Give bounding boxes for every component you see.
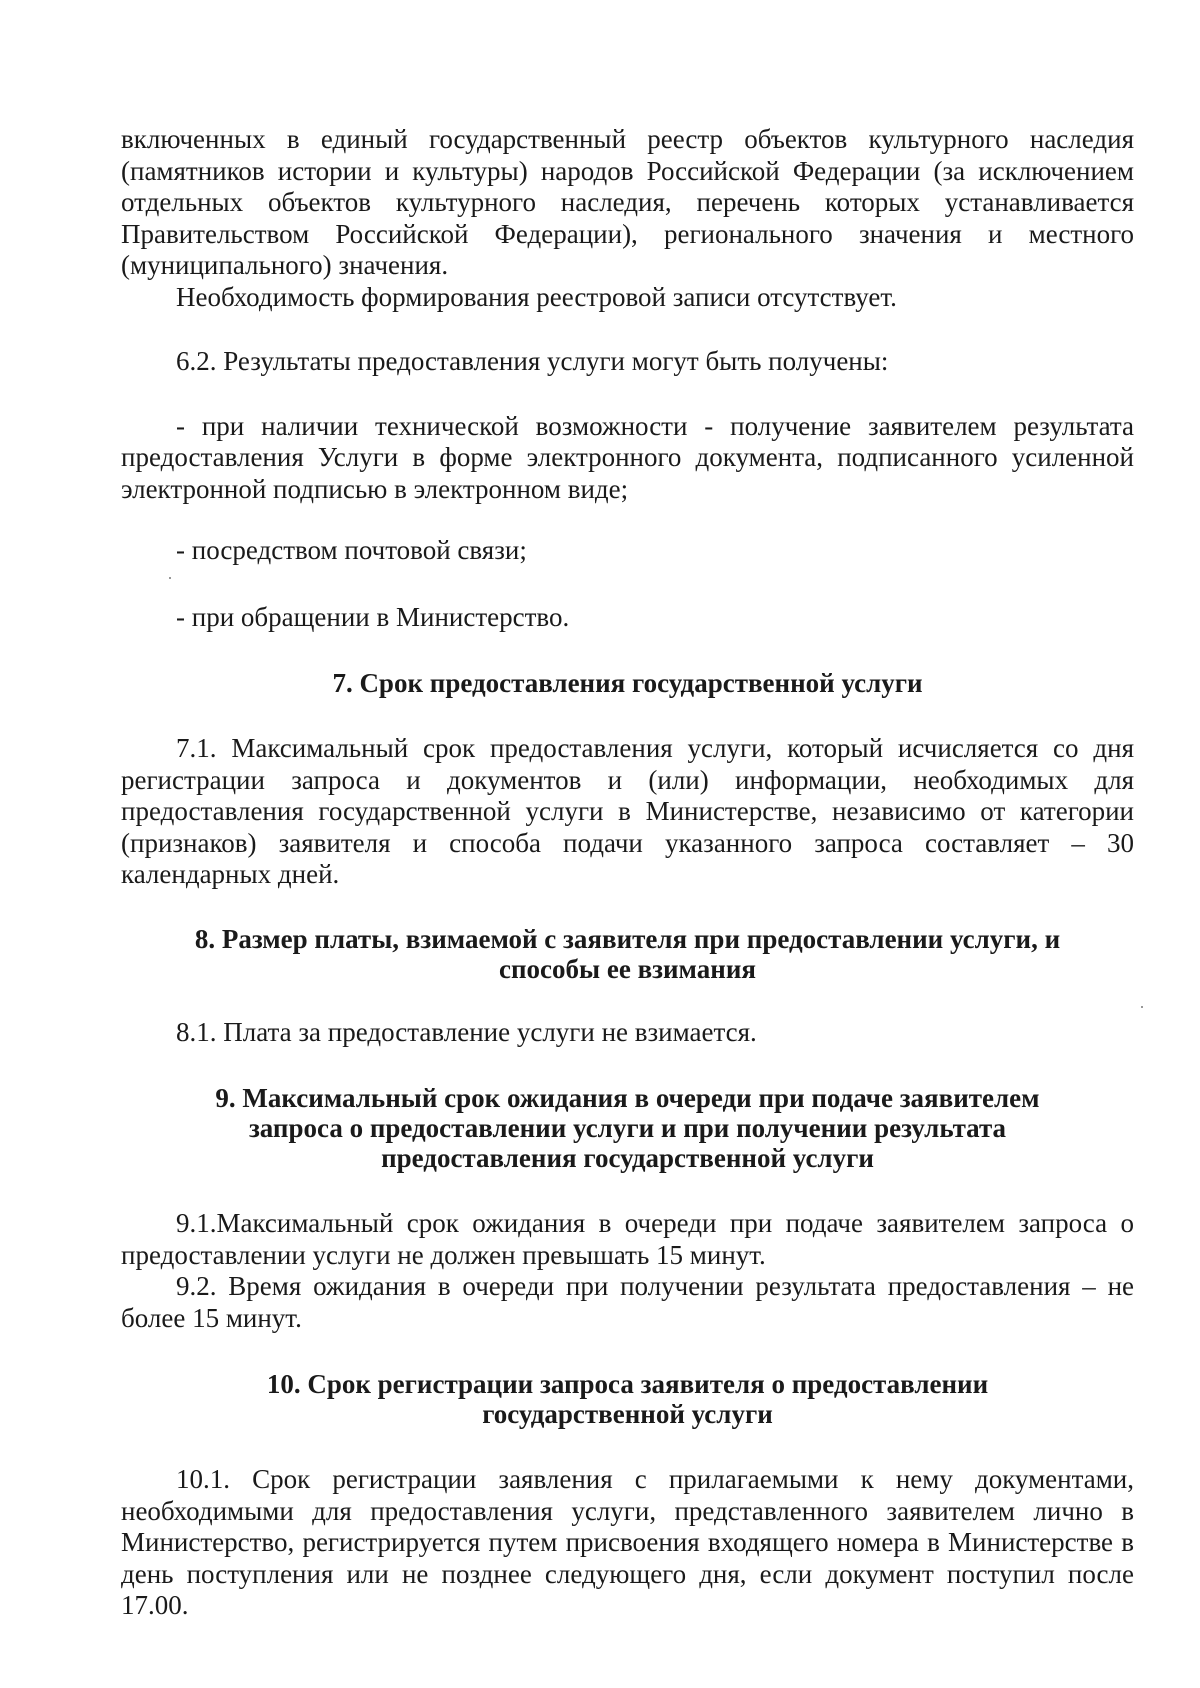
document-page — [121, 124, 1134, 1622]
section-9-heading-line: предоставления государственной услуги — [381, 1143, 874, 1173]
clause-9-1: 9.1.Максимальный срок ожидания в очереди при подаче заявителем запроса о предоставлении услуги не должен превышать 15 минут. — [121, 1208, 1134, 1270]
section-10-heading-line: 10. Срок регистрации запроса заявителя о предоставлении — [266, 1369, 989, 1399]
scan-speck — [1141, 1006, 1143, 1008]
section-9-heading-line: запроса о предоставлении услуги и при получении результата — [248, 1113, 1007, 1143]
section-7-heading: 7. Срок предоставления государственной услуги — [332, 668, 923, 698]
section-8-heading — [121, 924, 1134, 984]
clause-7-1: 7.1. Максимальный срок предоставления услуги, который исчисляется со дня регистрации запроса и документов и (или) информации, необходимых для предоставления государственной услуги в Министерстве, независимо от категории (признаков) заявителя и способа подачи указанного запроса составляет – 30 календарных дней. — [121, 733, 1134, 889]
result-option-electronic: - при наличии технической возможности - получение заявителем результата предоставления Услуги в форме электронного документа, подписанного усиленной электронной подписью в электронном виде; — [121, 410, 1134, 504]
intro-paragraph: включенных в единый государственный реестр объектов культурного наследия (памятников истории и культуры) народов Российской Федерации (за исключением отдельных объектов культурного наследия, перечень которых устанавливается Правительством Российской Федерации), регионального значения и местного (муниципального) значения. — [121, 124, 1134, 280]
section-10-heading — [121, 1369, 1134, 1429]
intro-note: Необходимость формирования реестровой записи отсутствует. — [176, 281, 897, 312]
section-8-heading-line: способы ее взимания — [499, 953, 756, 984]
scan-speck — [169, 577, 171, 579]
section-10-heading-line: государственной услуги — [482, 1399, 773, 1429]
clause-9-2: 9.2. Время ожидания в очереди при получении результата предоставления – не более 15 минут. — [121, 1271, 1134, 1333]
result-option-post: - посредством почтовой связи; — [176, 535, 527, 565]
section-9-heading — [121, 1083, 1134, 1173]
result-option-ministry: - при обращении в Министерство. — [176, 601, 570, 632]
section-9-heading-line: 9. Максимальный срок ожидания в очереди при подаче заявителем — [215, 1083, 1040, 1113]
clause-10-1: 10.1. Срок регистрации заявления с прилагаемыми к нему документами, необходимыми для предоставления услуги, представленного заявителем лично в Министерство, регистрируется путем присвоения входящего номера в Министерстве в день поступления или не позднее следующего дня, если документ поступил после 17.00. — [121, 1464, 1134, 1620]
clause-6-2: 6.2. Результаты предоставления услуги могут быть получены: — [176, 346, 889, 376]
clause-8-1: 8.1. Плата за предоставление услуги не взимается. — [176, 1016, 757, 1047]
section-8-heading-line: 8. Размер платы, взимаемой с заявителя при предоставлении услуги, и — [194, 923, 1061, 954]
